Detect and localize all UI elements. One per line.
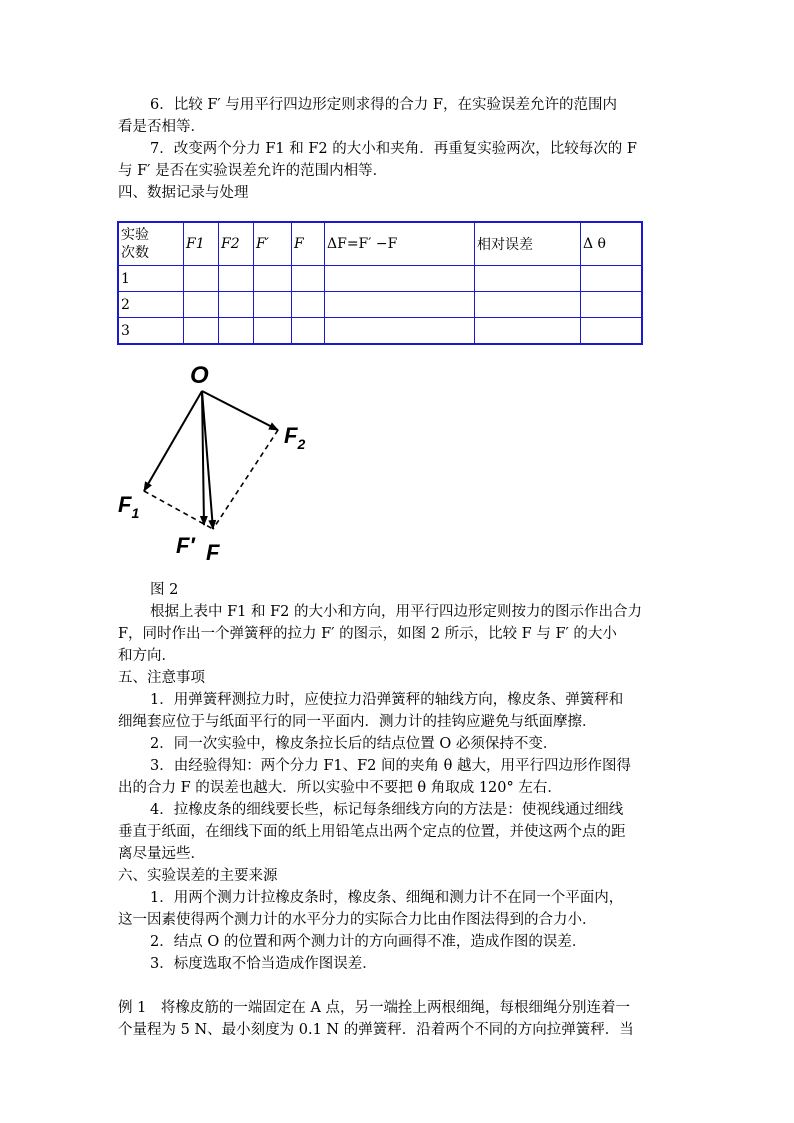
example-1-line-1: 例 1 将橡皮筋的一端固定在 A 点，另一端拴上两根细绳，每根细绳分别连着一 xyxy=(118,1000,631,1016)
note-4-line-2: 垂直于纸面，在细线下面的纸上用铅笔点出两个定点的位置，并使这两个点的距 xyxy=(118,824,626,840)
table-row xyxy=(118,292,642,318)
header-delta-theta: Δ θ xyxy=(581,222,643,266)
note-1-line-1: 1．用弹簧秤测拉力时，应使拉力沿弹簧秤的轴线方向，橡皮条、弹簧秤和 xyxy=(150,692,624,708)
note-3-line-1: 3．由经验得知：两个分力 F1、F2 间的夹角 θ 越大，用平行四边形作图得 xyxy=(150,758,631,774)
section-4-heading: 四、数据记录与处理 xyxy=(118,185,249,201)
header-trial-number xyxy=(118,222,184,266)
note-4-line-3: 离尽量远些． xyxy=(118,846,205,862)
note-1-line-2: 细绳套应位于与纸面平行的同一平面内．测力计的挂钩应避免与纸面摩擦． xyxy=(118,714,597,730)
figure-caption: 图 2 xyxy=(150,582,179,598)
vector-f2 xyxy=(202,391,278,430)
trial-number-cell: 3 xyxy=(118,318,184,345)
section-6-heading: 六、实验误差的主要来源 xyxy=(118,868,278,884)
data-record-table xyxy=(117,221,643,345)
header-f: F xyxy=(292,222,325,266)
label-f1: $F_1$ xyxy=(118,492,140,521)
header-delta-f: ΔF=F′ −F xyxy=(325,222,475,266)
figure-desc-line-3: 和方向． xyxy=(118,648,176,664)
step-7-line-1: 7．改变两个分力 F1 和 F2 的大小和夹角．再重复实验两次，比较每次的 F xyxy=(150,141,637,157)
error-3-line: 3．标度选取不恰当造成作图误差． xyxy=(150,956,377,972)
header-f2: F2 xyxy=(219,222,254,266)
label-o: O xyxy=(190,362,209,389)
table-header-row xyxy=(118,222,642,266)
step-7-line-2: 与 F′ 是否在实验误差允许的范围内相等． xyxy=(118,163,388,179)
header-trial-line1: 实验 xyxy=(121,227,149,243)
header-relative-error: 相对误差 xyxy=(475,222,581,266)
dashed-f2-to-f xyxy=(213,430,278,529)
label-f-prime: F′ xyxy=(176,533,195,558)
figure-desc-line-1: 根据上表中 F1 和 F2 的大小和方向，用平行四边形定则按力的图示作出合力 xyxy=(150,604,643,620)
force-parallelogram-diagram xyxy=(110,355,330,570)
step-6-line-1: 6．比较 F′ 与用平行四边形定则求得的合力 F，在实验误差允许的范围内 xyxy=(150,97,617,113)
figure-desc-line-2: F，同时作出一个弹簧秤的拉力 F′ 的图示，如图 2 所示，比较 F 与 F′ 的大小 xyxy=(118,626,617,642)
trial-number-cell: 2 xyxy=(118,292,184,318)
example-1-line-2: 个量程为 5 N、最小刻度为 0.1 N 的弹簧秤．沿着两个不同的方向拉弹簧秤．当 xyxy=(118,1022,634,1038)
vector-f1 xyxy=(144,391,202,491)
note-2-line: 2．同一次实验中，橡皮条拉长后的结点位置 O 必须保持不变． xyxy=(150,736,558,752)
section-5-heading: 五、注意事项 xyxy=(118,670,205,686)
trial-number-cell: 1 xyxy=(118,266,184,292)
note-4-line-1: 4．拉橡皮条的细线要长些，标记每条细线方向的方法是：使视线通过细线 xyxy=(150,802,624,818)
error-1-line-1: 1．用两个测力计拉橡皮条时，橡皮条、细绳和测力计不在同一个平面内， xyxy=(150,890,624,906)
header-trial-line2: 次数 xyxy=(121,245,149,261)
error-2-line: 2．结点 O 的位置和两个测力计的方向画得不准，造成作图的误差． xyxy=(150,934,587,950)
label-f: F xyxy=(206,540,220,565)
note-3-line-2: 出的合力 F 的误差也越大．所以实验中不要把 θ 角取成 120° 左右． xyxy=(118,780,562,796)
label-f2: $F_2$ xyxy=(284,423,306,452)
table-row xyxy=(118,318,642,345)
table-row xyxy=(118,266,642,292)
step-6-line-2: 看是否相等． xyxy=(118,119,205,135)
header-f1: F1 xyxy=(184,222,219,266)
header-f-prime: F′ xyxy=(254,222,292,266)
error-1-line-2: 这一因素使得两个测力计的水平分力的实际合力比由作图法得到的合力小． xyxy=(118,912,597,928)
